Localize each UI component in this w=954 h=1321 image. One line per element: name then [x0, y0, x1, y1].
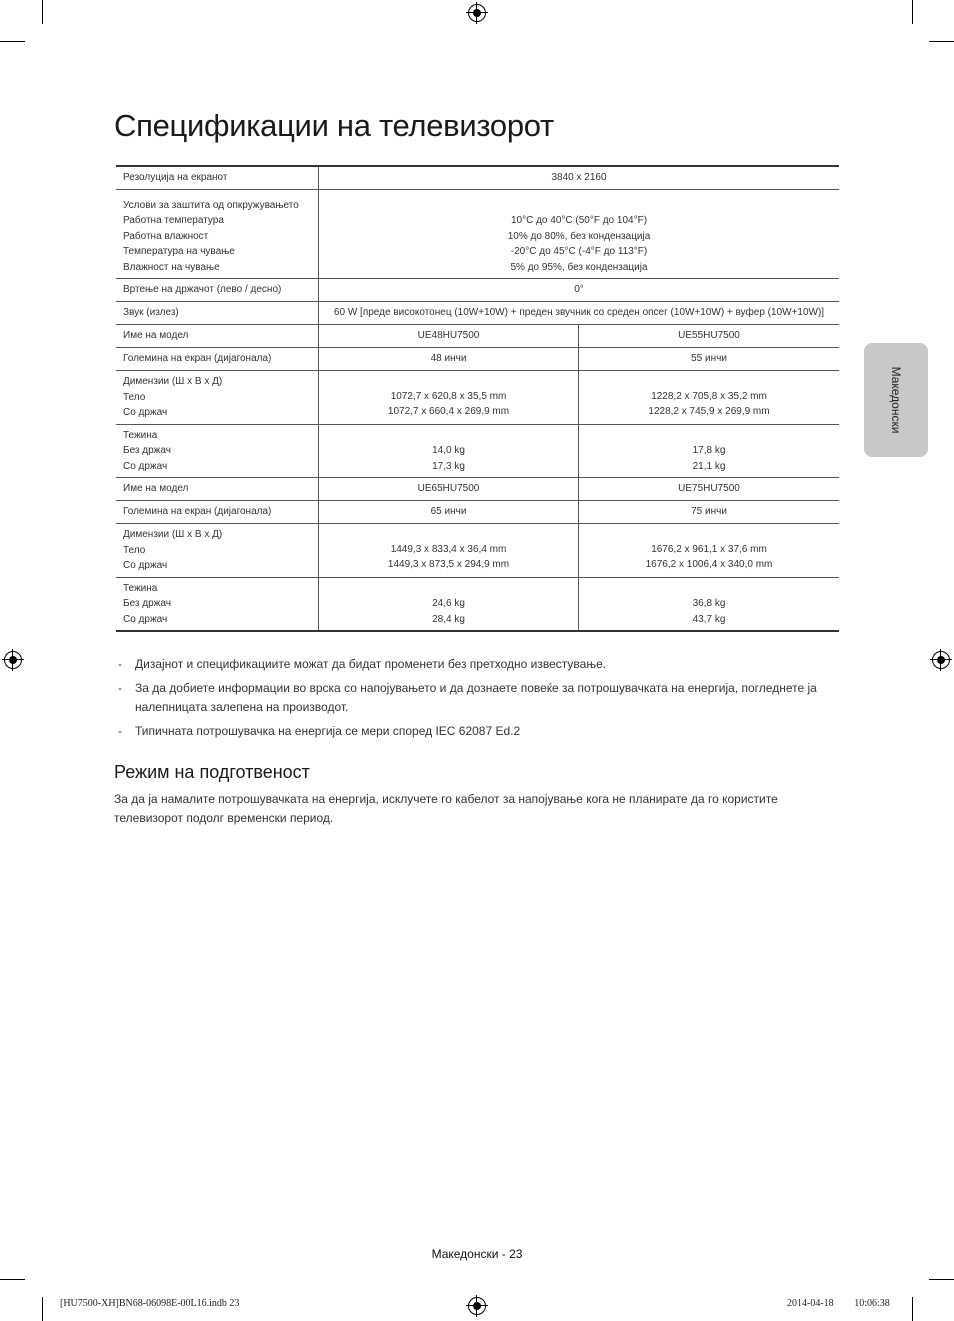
- table-row: [116, 279, 839, 302]
- env-value: 10% до 80%, без кондензација: [507, 230, 651, 242]
- crop-mark: [912, 1297, 913, 1321]
- note-text: За да добиете информации во врска со напојувањето и да дознаете повеќе за потрошувачката на енергија, погледнете ја налепницата залепена на производот.: [135, 681, 817, 714]
- weight-value: [579, 577, 840, 631]
- env-label: Услови за заштита од опкружувањето: [123, 199, 299, 211]
- screen-size-value: 75 инчи: [579, 501, 840, 524]
- language-side-tab: [864, 343, 928, 457]
- list-item: [116, 722, 836, 741]
- registration-mark-icon: [468, 4, 486, 22]
- table-row: [116, 524, 839, 578]
- dim-value: 1072,7 x 660,4 x 269,9 mm: [387, 406, 510, 417]
- dim-label: Со држач: [123, 560, 168, 571]
- env-value: 10°C до 40°C (50°F до 104°F): [510, 215, 648, 226]
- dimensions-labels: [116, 371, 319, 425]
- weight-value: [319, 424, 579, 478]
- note-text: Дизајнот и спецификациите можат да бидат променети без претходно известување.: [135, 657, 607, 671]
- table-row: [116, 325, 839, 348]
- registration-mark-icon: [468, 1297, 486, 1315]
- note-dash: -: [118, 657, 122, 671]
- weight-value-line: 17,3 kg: [432, 460, 465, 472]
- dim-label: Димензии (Ш x В x Д): [123, 376, 223, 387]
- note-dash: -: [118, 724, 122, 738]
- dim-label: Тело: [123, 391, 146, 403]
- sound-label: Звук (излез): [116, 302, 319, 325]
- weight-value-line: 24,6 kg: [432, 598, 465, 609]
- model-label: Име на модел: [116, 325, 319, 348]
- weight-label: Без држач: [123, 598, 171, 609]
- stand-swivel-value: 0°: [319, 279, 840, 302]
- weight-label: Без држач: [123, 445, 171, 456]
- table-row: [116, 501, 839, 524]
- env-label: Работна влажност: [123, 230, 209, 242]
- crop-mark: [0, 1279, 25, 1280]
- crop-mark: [912, 0, 913, 24]
- weight-label: Со држач: [123, 460, 168, 472]
- screen-size-value: 65 инчи: [319, 501, 579, 524]
- crop-mark: [929, 41, 954, 42]
- model-label: Име на модел: [116, 478, 319, 501]
- weight-value: [579, 424, 840, 478]
- weight-value-line: 21,1 kg: [692, 460, 726, 472]
- dimensions-value: [319, 371, 579, 425]
- screen-size-value: 55 инчи: [579, 348, 840, 371]
- weight-value-line: 14,0 kg: [432, 445, 465, 456]
- screen-size-value: 48 инчи: [319, 348, 579, 371]
- env-value: 5% до 95%, без кондензација: [510, 261, 648, 273]
- dim-value: 1228,2 x 705,8 x 35,2 mm: [651, 390, 767, 402]
- screen-size-label: Големина на екран (дијагонала): [116, 501, 319, 524]
- dimensions-value: [319, 524, 579, 578]
- weight-labels: [116, 424, 319, 478]
- sound-value: 60 W [преде високотонец (10W+10W) + преден звучник со среден опсег (10W+10W) + вуфер (10W+10W)]: [319, 302, 840, 325]
- model-value: UE48HU7500: [319, 325, 579, 348]
- spec-table: [116, 165, 839, 632]
- model-value: UE55HU7500: [579, 325, 840, 348]
- weight-label: Тежина: [123, 582, 158, 594]
- list-item: [116, 679, 836, 717]
- weight-label: Со држач: [123, 613, 168, 625]
- footer-file-info: [HU7500-XH]BN68-06098E-00L16.indb 23: [60, 1298, 240, 1309]
- side-tab-label: Македонски: [889, 366, 903, 434]
- crop-mark: [42, 0, 43, 24]
- notes-list: [116, 655, 836, 746]
- table-row: [116, 166, 839, 189]
- table-row: [116, 371, 839, 425]
- dim-label: Димензии (Ш x В x Д): [123, 529, 223, 540]
- registration-mark-icon: [932, 651, 950, 669]
- env-label: Температура на чување: [123, 246, 235, 257]
- dim-label: Тело: [123, 544, 146, 556]
- table-row: [116, 189, 839, 279]
- dim-value: 1072,7 x 620,8 x 35,5 mm: [390, 390, 507, 402]
- dimensions-labels: [116, 524, 319, 578]
- footer-timestamp: 2014-04-18 ￿￿ 10:06:38: [787, 1298, 890, 1309]
- dimensions-value: [579, 371, 840, 425]
- environment-labels: [116, 189, 319, 279]
- table-row: [116, 348, 839, 371]
- note-text: Типичната потрошувачка на енергија се мери според IEC 62087 Ed.2: [135, 724, 521, 738]
- environment-values: [319, 189, 840, 279]
- crop-mark: [0, 41, 25, 42]
- standby-heading: Режим на подготвеност: [114, 762, 310, 782]
- stand-swivel-label: Вртење на држачот (лево / десно): [116, 279, 319, 302]
- screen-size-label: Големина на екран (дијагонала): [116, 348, 319, 371]
- list-item: [116, 655, 836, 674]
- crop-mark: [929, 1279, 954, 1280]
- env-label: Работна температура: [123, 215, 224, 226]
- page-title: Спецификации на телевизорот: [114, 108, 554, 143]
- weight-labels: [116, 577, 319, 631]
- dim-label: Со држач: [123, 407, 168, 418]
- crop-mark: [42, 1297, 43, 1321]
- dimensions-value: [579, 524, 840, 578]
- dim-value: 1676,2 x 961,1 x 37,6 mm: [651, 543, 767, 555]
- model-value: UE65HU7500: [319, 478, 579, 501]
- note-dash: -: [118, 681, 122, 695]
- dim-value: 1676,2 x 1006,4 x 340,0 mm: [645, 559, 773, 570]
- weight-value-line: 28,4 kg: [432, 613, 465, 625]
- table-row: [116, 478, 839, 501]
- weight-value-line: 17,8 kg: [692, 445, 726, 456]
- weight-value-line: 36,8 kg: [692, 598, 726, 609]
- dim-value: 1449,3 x 873,5 x 294,9 mm: [387, 559, 510, 570]
- env-value: -20°C до 45°C (-4°F до 113°F): [510, 246, 648, 257]
- table-row: [116, 302, 839, 325]
- resolution-label: Резолуција на екранот: [116, 166, 319, 189]
- dim-value: 1449,3 x 833,4 x 36,4 mm: [390, 543, 507, 555]
- resolution-value: 3840 x 2160: [319, 166, 840, 189]
- weight-value-line: 43,7 kg: [692, 613, 726, 625]
- registration-mark-icon: [4, 651, 22, 669]
- table-row: [116, 577, 839, 631]
- page-number: Македонски - 23: [431, 1247, 523, 1261]
- dim-value: 1228,2 x 745,9 x 269,9 mm: [648, 406, 770, 417]
- table-row: [116, 424, 839, 478]
- env-label: Влажност на чување: [123, 261, 220, 273]
- model-value: UE75HU7500: [579, 478, 840, 501]
- weight-label: Тежина: [123, 429, 158, 441]
- standby-paragraph: За да ја намалите потрошувачката на енергија, исклучете го кабелот за напојување кога не планирате да го користите телевизорот подолг временски период.: [114, 792, 778, 825]
- weight-value: [319, 577, 579, 631]
